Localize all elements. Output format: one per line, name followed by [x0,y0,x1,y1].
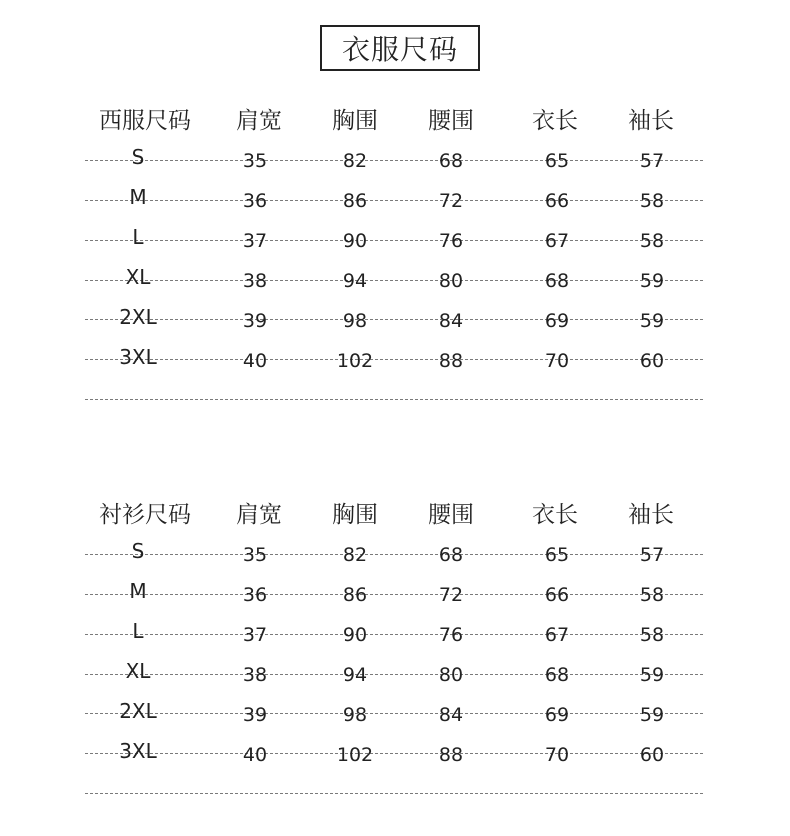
measurement-cell: 57 [639,544,665,566]
measurement-cell: 68 [438,150,464,172]
measurement-cell: 69 [544,310,570,332]
row-divider [85,399,703,400]
table-row [85,339,703,379]
measurement-cell: 36 [242,584,268,606]
table-row [85,613,703,653]
table-row [85,219,703,259]
column-header: 衣长 [532,108,578,134]
measurement-cell: 65 [544,544,570,566]
measurement-cell: 72 [438,584,464,606]
size-label: XL [125,265,151,289]
shirt-size-table [85,498,703,798]
measurement-cell: 58 [639,190,665,212]
size-label: M [129,579,147,603]
table-row [85,259,703,299]
table-row [85,533,703,573]
column-header: 肩宽 [236,502,282,528]
measurement-cell: 59 [639,270,665,292]
page-title: 衣服尺码 [320,25,480,71]
measurement-cell: 66 [544,190,570,212]
measurement-cell: 67 [544,230,570,252]
size-label: S [131,539,145,563]
measurement-cell: 65 [544,150,570,172]
size-label: 2XL [119,699,157,723]
measurement-cell: 80 [438,270,464,292]
measurement-cell: 94 [342,270,368,292]
column-header: 袖长 [628,502,674,528]
column-header: 胸围 [332,502,378,528]
measurement-cell: 38 [242,664,268,686]
measurement-cell: 40 [242,350,268,372]
measurement-cell: 70 [544,350,570,372]
measurement-cell: 76 [438,624,464,646]
measurement-cell: 84 [438,704,464,726]
measurement-cell: 37 [242,230,268,252]
measurement-cell: 90 [342,624,368,646]
measurement-cell: 59 [639,310,665,332]
size-label: 3XL [119,345,157,369]
measurement-cell: 36 [242,190,268,212]
measurement-cell: 72 [438,190,464,212]
measurement-cell: 80 [438,664,464,686]
column-header: 衬衫尺码 [99,502,191,528]
table-row [85,139,703,179]
measurement-cell: 98 [342,310,368,332]
measurement-cell: 86 [342,584,368,606]
column-header: 腰围 [428,502,474,528]
measurement-cell: 35 [242,544,268,566]
row-divider [85,793,703,794]
measurement-cell: 58 [639,584,665,606]
size-label: L [132,619,144,643]
table-row [85,299,703,339]
column-header: 腰围 [428,108,474,134]
measurement-cell: 68 [438,544,464,566]
table-row [85,733,703,773]
size-label: XL [125,659,151,683]
measurement-cell: 58 [639,624,665,646]
measurement-cell: 94 [342,664,368,686]
measurement-cell: 37 [242,624,268,646]
suit-size-table [85,104,703,404]
measurement-cell: 102 [336,350,374,372]
measurement-cell: 82 [342,544,368,566]
column-header: 胸围 [332,108,378,134]
size-label: M [129,185,147,209]
measurement-cell: 86 [342,190,368,212]
measurement-cell: 88 [438,744,464,766]
measurement-cell: 38 [242,270,268,292]
measurement-cell: 102 [336,744,374,766]
measurement-cell: 39 [242,310,268,332]
measurement-cell: 90 [342,230,368,252]
table-row [85,179,703,219]
column-header: 肩宽 [236,108,282,134]
size-label: 3XL [119,739,157,763]
measurement-cell: 59 [639,704,665,726]
measurement-cell: 98 [342,704,368,726]
size-label: 2XL [119,305,157,329]
measurement-cell: 66 [544,584,570,606]
measurement-cell: 59 [639,664,665,686]
measurement-cell: 68 [544,270,570,292]
measurement-cell: 84 [438,310,464,332]
measurement-cell: 82 [342,150,368,172]
column-header: 衣长 [532,502,578,528]
measurement-cell: 35 [242,150,268,172]
size-label: L [132,225,144,249]
measurement-cell: 58 [639,230,665,252]
measurement-cell: 69 [544,704,570,726]
measurement-cell: 57 [639,150,665,172]
measurement-cell: 88 [438,350,464,372]
measurement-cell: 40 [242,744,268,766]
column-header: 袖长 [628,108,674,134]
measurement-cell: 67 [544,624,570,646]
measurement-cell: 70 [544,744,570,766]
measurement-cell: 68 [544,664,570,686]
column-header: 西服尺码 [99,108,191,134]
measurement-cell: 76 [438,230,464,252]
measurement-cell: 60 [639,744,665,766]
table-row [85,693,703,733]
size-label: S [131,145,145,169]
table-row [85,573,703,613]
measurement-cell: 60 [639,350,665,372]
measurement-cell: 39 [242,704,268,726]
table-row [85,653,703,693]
